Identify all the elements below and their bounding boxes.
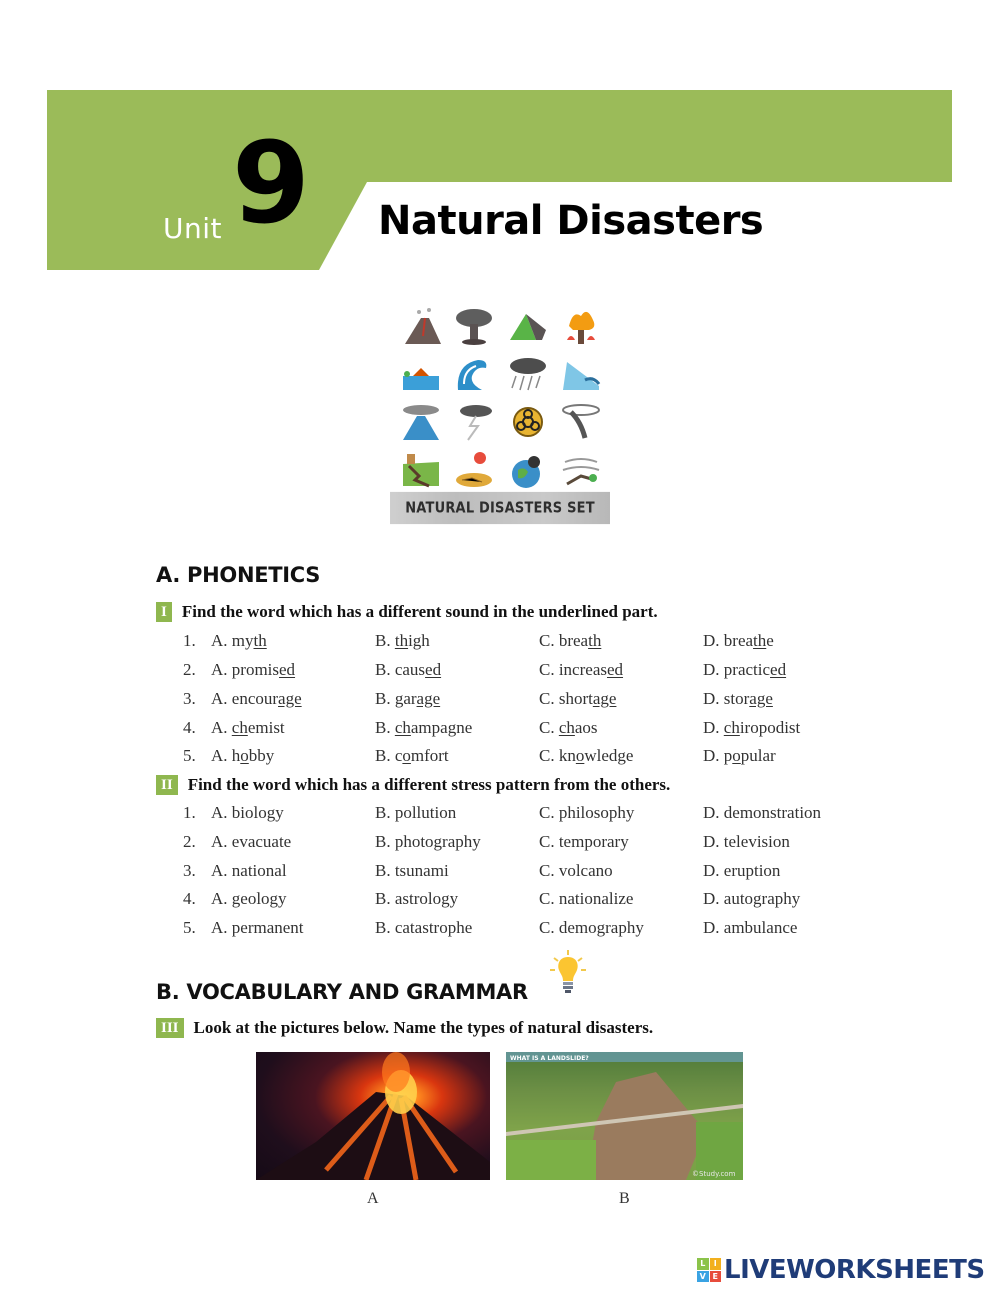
meteor-icon [503, 448, 553, 492]
unit-label: Unit [163, 212, 222, 245]
lightbulb-icon [548, 948, 588, 998]
option-a[interactable]: A. encourage [211, 689, 302, 708]
underlined-part: ch [558, 718, 575, 737]
tornado-icon [557, 400, 607, 444]
exercise-badge: I [156, 602, 172, 622]
question-row [0, 631, 1000, 655]
picture-a-label: A [367, 1190, 379, 1207]
option-d[interactable]: D. chiropodist [703, 718, 801, 737]
section-heading-phonetics: A. PHONETICS [156, 563, 321, 587]
underlined-part: th [753, 631, 767, 650]
picture-b-landslide [506, 1052, 743, 1180]
option-b[interactable]: B. catastrophe [375, 918, 473, 937]
option-c[interactable]: C. increased [539, 660, 624, 679]
option-c[interactable]: C. temporary [539, 832, 629, 851]
underlined-part: th [588, 631, 602, 650]
question-number: 1. [183, 803, 196, 822]
flood-icon [396, 352, 446, 396]
earthquake-icon [396, 448, 446, 492]
option-d[interactable]: D. practiced [703, 660, 787, 679]
question-row [0, 660, 1000, 684]
underlined-part: ed [279, 660, 296, 679]
question-row [0, 918, 1000, 942]
question-number: 4. [183, 889, 196, 908]
photo-watermark: ©Study.com [692, 1170, 736, 1178]
underlined-part: o [732, 746, 741, 765]
option-c[interactable]: C. nationalize [539, 889, 634, 908]
option-a[interactable]: A. chemist [211, 718, 285, 737]
underlined-part: o [402, 746, 411, 765]
question-number: 3. [183, 861, 196, 880]
option-c[interactable]: C. breath [539, 631, 602, 650]
mushroom-cloud-icon [450, 304, 500, 348]
underlined-part: o [240, 746, 249, 765]
exercise-instruction: Find the word which has a different stress pattern from the others. [187, 775, 671, 794]
underlined-part: ch [723, 718, 740, 737]
exercise-badge: III [156, 1018, 184, 1038]
question-row [0, 803, 1000, 827]
underlined-part: ed [770, 660, 787, 679]
option-d[interactable]: D. popular [703, 746, 776, 765]
question-number: 1. [183, 631, 196, 650]
option-d[interactable]: D. ambulance [703, 918, 798, 937]
tsunami-icon [450, 352, 500, 396]
section-heading-vocabulary-grammar: B. VOCABULARY AND GRAMMAR [156, 980, 528, 1004]
erupting-volcano-icon [396, 400, 446, 444]
option-b[interactable]: B. pollution [375, 803, 457, 822]
wildfire-icon [557, 304, 607, 348]
option-c[interactable]: C. shortage [539, 689, 617, 708]
underlined-part: age [592, 689, 617, 708]
question-row [0, 832, 1000, 856]
option-b[interactable]: B. garage [375, 689, 441, 708]
question-number: 5. [183, 746, 196, 765]
option-a[interactable]: A. myth [211, 631, 267, 650]
drought-icon [450, 448, 500, 492]
option-d[interactable]: D. eruption [703, 861, 781, 880]
avalanche-icon [557, 352, 607, 396]
underlined-part: age [278, 689, 302, 708]
underlined-part: age [416, 689, 441, 708]
question-number: 4. [183, 718, 196, 737]
rain-storm-icon [503, 352, 553, 396]
option-b[interactable]: B. caused [375, 660, 442, 679]
question-number: 2. [183, 832, 196, 851]
exercise-instruction: Look at the pictures below. Name the types of natural disasters. [193, 1018, 654, 1037]
liveworksheets-wordmark: LIVEWORKSHEETS [724, 1255, 985, 1285]
underlined-part: th [253, 631, 267, 650]
landslide-overlay-text: WHAT IS A LANDSLIDE? [510, 1055, 589, 1062]
option-c[interactable]: C. philosophy [539, 803, 635, 822]
exercise-badge: II [156, 775, 178, 795]
option-b[interactable]: B. thigh [375, 631, 430, 650]
header-banner [47, 90, 952, 182]
option-c[interactable]: C. volcano [539, 861, 613, 880]
option-c[interactable]: C. knowledge [539, 746, 634, 765]
option-a[interactable]: A. hobby [211, 746, 275, 765]
option-d[interactable]: D. autography [703, 889, 801, 908]
underlined-part: age [749, 689, 773, 708]
question-number: 2. [183, 660, 196, 679]
option-a[interactable]: A. geology [211, 889, 287, 908]
question-row [0, 889, 1000, 913]
underlined-part: ch [394, 718, 411, 737]
liveworksheets-icon: L I V E [697, 1258, 721, 1282]
option-c[interactable]: C. demography [539, 918, 644, 937]
option-d[interactable]: D. demonstration [703, 803, 822, 822]
question-number: 3. [183, 689, 196, 708]
exercise-instruction: Find the word which has a different sound in the underlined part. [181, 602, 658, 621]
question-row [0, 718, 1000, 742]
collage-caption: NATURAL DISASTERS SET [390, 492, 610, 524]
question-row [0, 861, 1000, 885]
exercise-3-header [156, 1018, 653, 1038]
underlined-part: o [575, 746, 585, 765]
question-number: 5. [183, 918, 196, 937]
option-a[interactable]: A. national [211, 861, 287, 880]
underlined-part: ed [425, 660, 442, 679]
unit-number: 9 [232, 119, 310, 249]
page-title: Natural Disasters [378, 198, 764, 244]
exercise-1-header [156, 602, 658, 622]
underlined-part: ch [231, 718, 248, 737]
option-a[interactable]: A. evacuate [211, 832, 292, 851]
question-row [0, 746, 1000, 770]
option-d[interactable]: D. breathe [703, 631, 774, 650]
natural-disasters-illustration [388, 300, 612, 524]
option-a[interactable]: A. biology [211, 803, 284, 822]
option-b[interactable]: B. champagne [375, 718, 473, 737]
picture-a-volcano [256, 1052, 490, 1180]
option-d[interactable]: D. television [703, 832, 790, 851]
option-c[interactable]: C. chaos [539, 718, 598, 737]
option-b[interactable]: B. comfort [375, 746, 449, 765]
liveworksheets-logo[interactable] [697, 1255, 985, 1285]
option-a[interactable]: A. permanent [211, 918, 304, 937]
option-b[interactable]: B. photography [375, 832, 481, 851]
option-d[interactable]: D. storage [703, 689, 773, 708]
question-row [0, 689, 1000, 713]
exercise-2-header [156, 775, 670, 795]
volcano-icon [396, 304, 446, 348]
option-a[interactable]: A. promised [211, 660, 296, 679]
lightning-storm-icon [450, 400, 500, 444]
hurricane-icon [557, 448, 607, 492]
option-b[interactable]: B. tsunami [375, 861, 449, 880]
biohazard-icon [503, 400, 553, 444]
underlined-part: th [394, 631, 409, 650]
picture-b-label: B [619, 1190, 630, 1207]
underlined-part: ed [606, 660, 624, 679]
option-b[interactable]: B. astrology [375, 889, 459, 908]
tent-icon [503, 304, 553, 348]
